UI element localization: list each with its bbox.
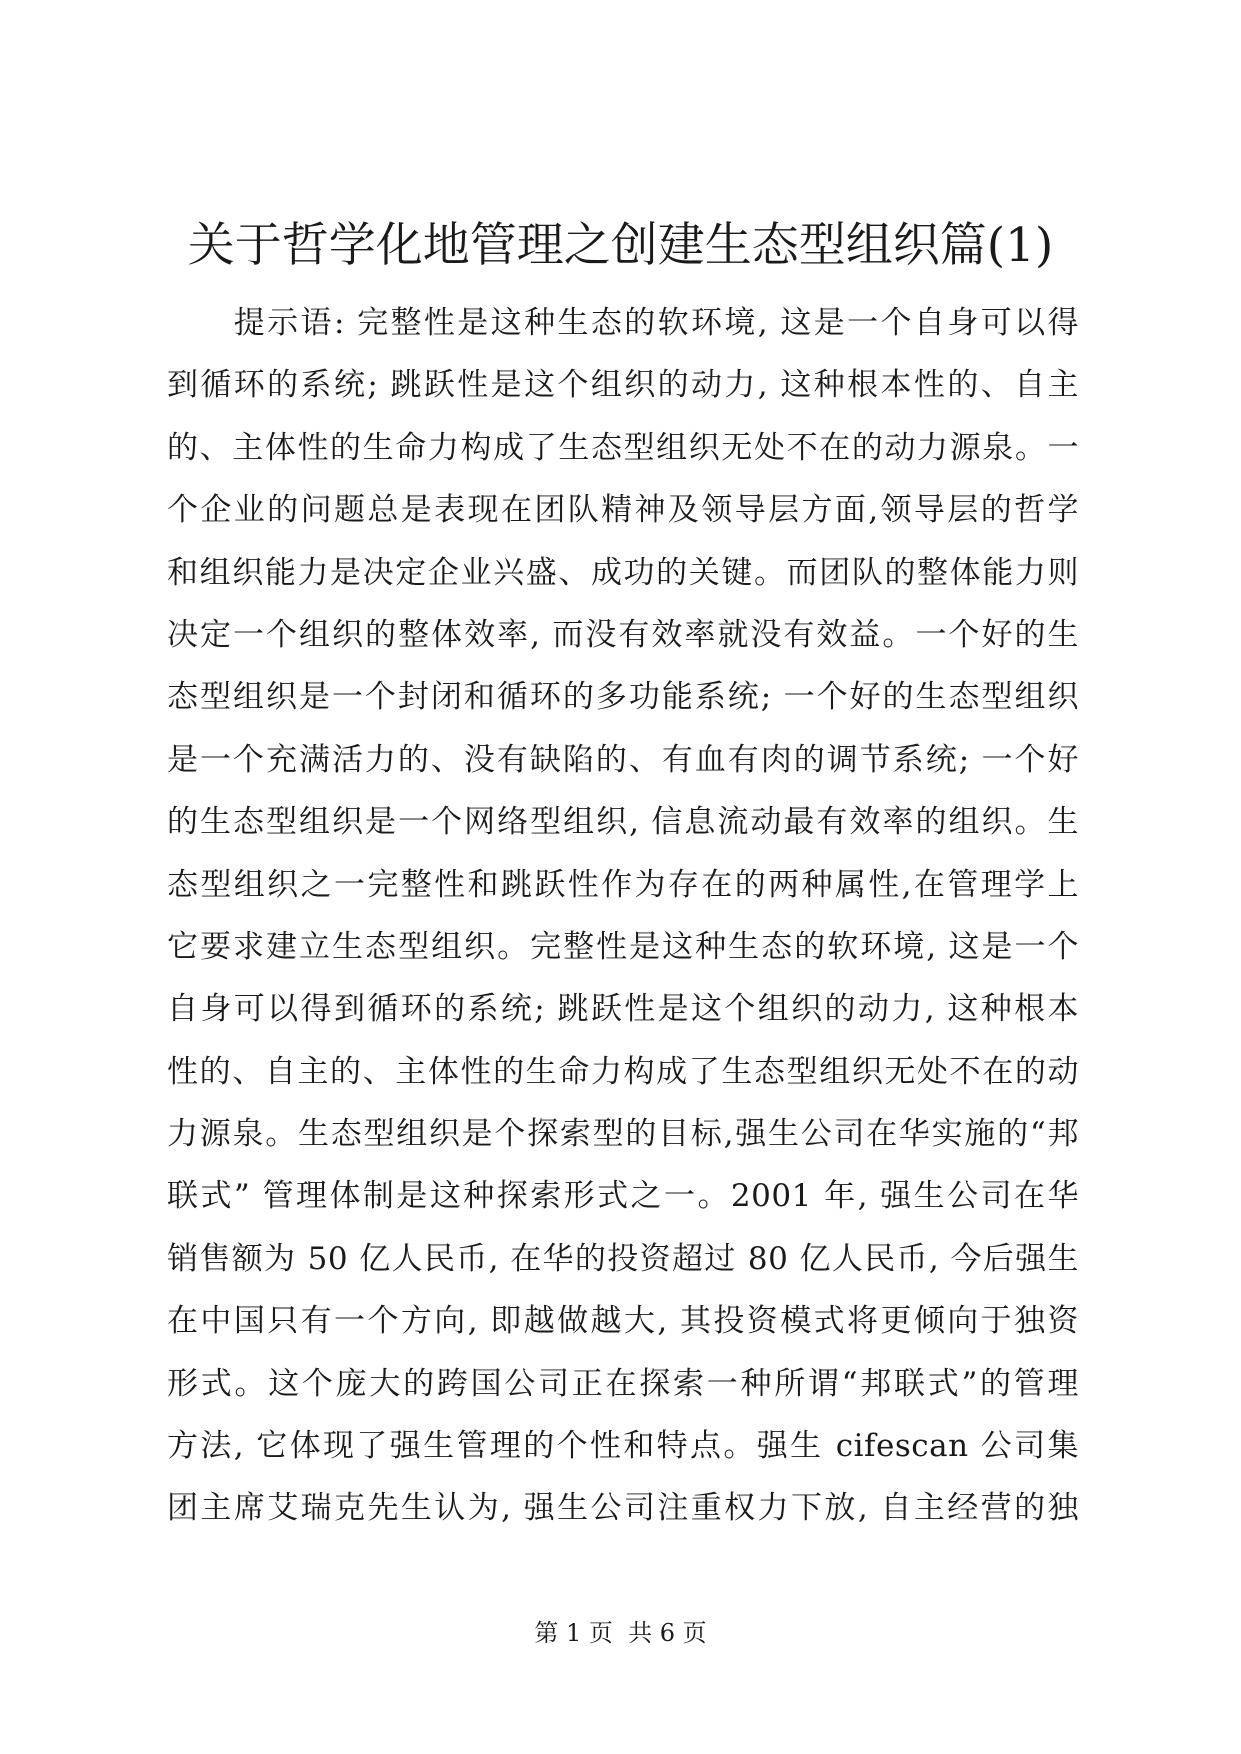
body-line: 自身可以得到循环的系统; 跳跃性是这个组织的动力, 这种根本 — [167, 991, 1079, 1028]
body-line: 销售额为 50 亿人民币, 在华的投资超过 80 亿人民币, 今后强生 — [167, 1240, 1079, 1277]
body-line: 态型组织是一个封闭和循环的多功能系统; 一个好的生态型组织 — [167, 679, 1079, 716]
body-line: 是一个充满活力的、没有缺陷的、有血有肉的调节系统; 一个好 — [167, 741, 1079, 778]
body-line: 在中国只有一个方向, 即越做越大, 其投资模式将更倾向于独资 — [167, 1303, 1079, 1340]
body-line: 团主席艾瑞克先生认为, 强生公司注重权力下放, 自主经营的独 — [167, 1490, 1079, 1527]
body-line: 提示语: 完整性是这种生态的软环境, 这是一个自身可以得 — [167, 305, 1079, 341]
body-line: 它要求建立生态型组织。完整性是这种生态的软环境, 这是一个 — [167, 928, 1079, 965]
body-line: 态型组织之一完整性和跳跃性作为存在的两种属性,在管理学上 — [167, 866, 1079, 903]
body-line: 形式。这个庞大的跨国公司正在探索一种所谓“邦联式”的管理 — [167, 1365, 1079, 1402]
body-text — [167, 292, 1079, 1540]
body-line: 和组织能力是决定企业兴盛、成功的关键。而团队的整体能力则 — [167, 554, 1079, 591]
body-line: 方法, 它体现了强生管理的个性和特点。强生 cifescan 公司集 — [167, 1428, 1079, 1465]
body-line: 到循环的系统; 跳跃性是这个组织的动力, 这种根本性的、自主 — [167, 367, 1079, 404]
body-line: 的生态型组织是一个网络型组织, 信息流动最有效率的组织。生 — [167, 804, 1079, 841]
document-title: 关于哲学化地管理之创建生态型组织篇(1) — [187, 218, 1054, 273]
body-line: 力源泉。生态型组织是个探索型的目标,强生公司在华实施的“邦 — [167, 1116, 1079, 1153]
body-line: 的、主体性的生命力构成了生态型组织无处不在的动力源泉。一 — [167, 429, 1079, 466]
body-line: 联式” 管理体制是这种探索形式之一。2001 年, 强生公司在华 — [167, 1178, 1079, 1215]
body-line: 个企业的问题总是表现在团队精神及领导层方面,领导层的哲学 — [167, 492, 1079, 529]
body-line: 性的、自主的、主体性的生命力构成了生态型组织无处不在的动 — [167, 1053, 1079, 1090]
body-line: 决定一个组织的整体效率, 而没有效率就没有效益。一个好的生 — [167, 616, 1079, 653]
page-footer: 第 1 页 共 6 页 — [534, 1619, 707, 1647]
